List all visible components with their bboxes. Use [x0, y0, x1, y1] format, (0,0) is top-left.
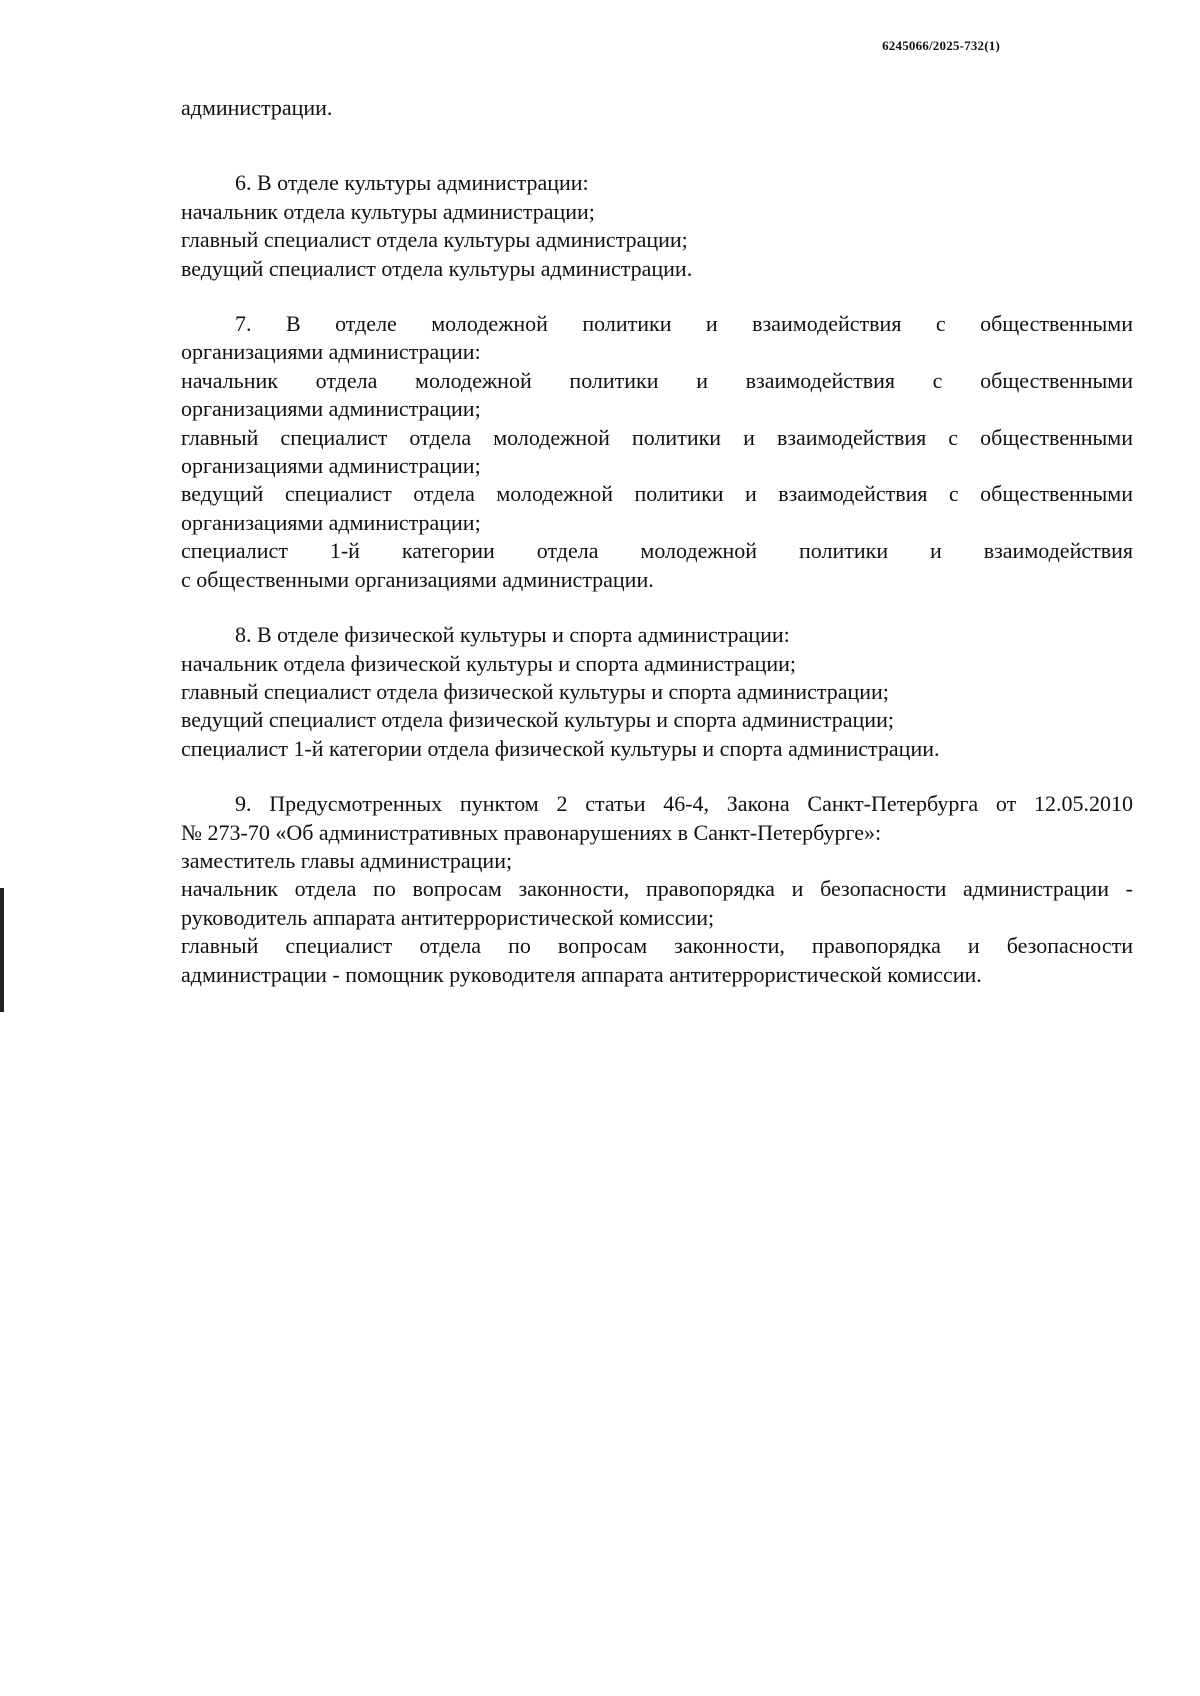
document-number: 6245066/2025-732(1) [882, 38, 1000, 53]
list-item-continued: организациями администрации; [181, 509, 481, 535]
list-item-continued: организациями администрации; [181, 453, 481, 479]
list-item: ведущий специалист отдела физической культуры и спорта администрации; [181, 707, 894, 733]
spacer [181, 763, 1133, 790]
list-item: главный специалист отдела по вопросам законности, правопорядка и безопасности [181, 933, 1133, 959]
list-item: начальник отдела по вопросам законности, правопорядка и безопасности администрации - [181, 876, 1133, 902]
list-item-continued: организациями администрации; [181, 396, 481, 422]
list-item: ведущий специалист отдела культуры администрации. [181, 255, 693, 281]
section-heading: 6. В отделе культуры администрации: [235, 170, 589, 196]
list-item: специалист 1-й категории отдела молодежной политики и взаимодействия [181, 538, 1133, 564]
intro-text: администрации. [181, 95, 333, 120]
section-8 [181, 621, 1133, 763]
section-9 [181, 790, 1133, 989]
section-6 [181, 169, 1133, 283]
list-item: заместитель главы администрации; [181, 847, 513, 873]
section-heading: 8. В отделе физической культуры и спорта администрации: [235, 622, 790, 648]
spacer [181, 122, 1133, 169]
list-item: начальник отдела молодежной политики и взаимодействия с общественными [181, 367, 1133, 393]
section-heading-continued: № 273-70 «Об административных правонарушениях в Санкт-Петербурге»: [181, 819, 882, 845]
document-body [181, 94, 1133, 989]
list-item: главный специалист отдела культуры администрации; [181, 227, 688, 253]
list-item-continued: с общественными организациями администрации. [181, 566, 654, 592]
section-heading: 9. Предусмотренных пунктом 2 статьи 46-4, Закона Санкт-Петербурга от 12.05.2010 [235, 791, 1133, 817]
spacer [181, 283, 1133, 310]
section-heading: 7. В отделе молодежной политики и взаимодействия с общественными [235, 311, 1133, 337]
list-item-continued: администрации - помощник руководителя аппарата антитеррористической комиссии. [181, 961, 982, 987]
spacer [181, 594, 1133, 621]
list-item: главный специалист отдела молодежной политики и взаимодействия с общественными [181, 424, 1133, 450]
scan-edge-mark [0, 888, 4, 1012]
list-item: начальник отдела культуры администрации; [181, 198, 595, 224]
list-item: начальник отдела физической культуры и спорта администрации; [181, 650, 797, 676]
section-7 [181, 310, 1133, 594]
list-item-continued: руководитель аппарата антитеррористической комиссии; [181, 904, 715, 930]
list-item: ведущий специалист отдела молодежной политики и взаимодействия с общественными [181, 481, 1133, 507]
list-item: специалист 1-й категории отдела физической культуры и спорта администрации. [181, 735, 940, 761]
list-item: главный специалист отдела физической культуры и спорта администрации; [181, 678, 889, 704]
section-heading-continued: организациями администрации: [181, 339, 481, 365]
